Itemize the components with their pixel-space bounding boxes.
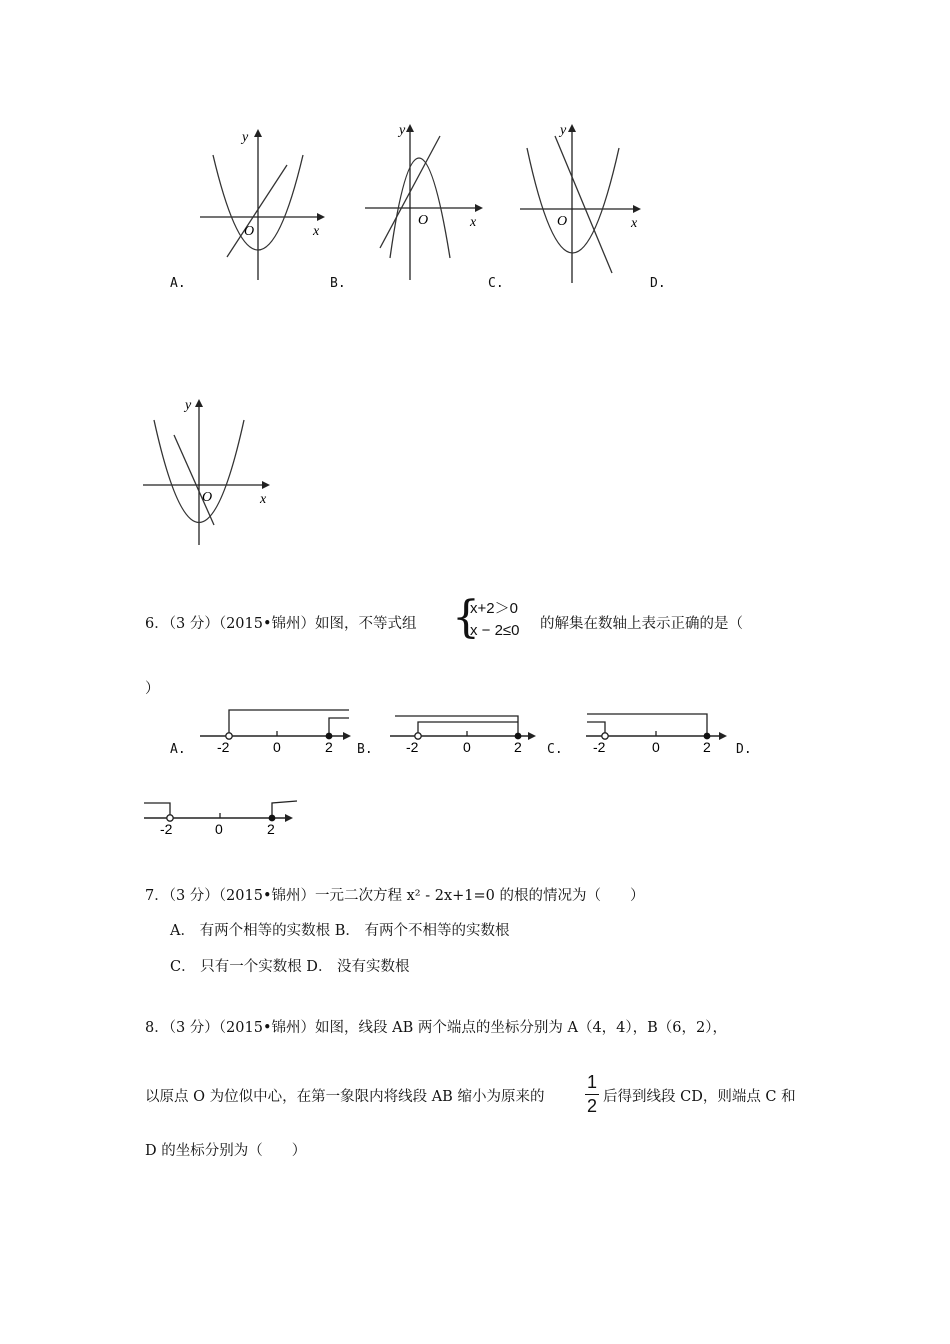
q8-stem-line-1: 8．（3 分）（2015•锦州）如图，线段 AB 两个端点的坐标分别为 A（4，4），B（6，2）， <box>145 1020 727 1036</box>
q8-stem-line-2-post: 后得到线段 CD，则端点 C 和 <box>603 1089 796 1105</box>
x-axis-label: x <box>631 216 638 231</box>
x-axis-label: x <box>470 215 477 230</box>
fraction-one-half <box>585 1072 599 1117</box>
tick-2: 2 <box>325 739 333 755</box>
q7-options-line-1: A． 有两个相等的实数根 B． 有两个不相等的实数根 <box>170 923 510 939</box>
inequality-2: x − 2≤0 <box>470 622 520 639</box>
tick-0: 0 <box>463 739 471 755</box>
fraction-numerator: 1 <box>586 1072 597 1092</box>
graph-a <box>195 125 330 285</box>
origin-label: O <box>557 214 568 229</box>
tick-0: 0 <box>652 739 660 755</box>
question-text: 如图，不等式组 <box>315 616 417 632</box>
y-axis-label: y <box>399 123 406 138</box>
system-brace: { <box>452 592 480 643</box>
option-c-label: C. <box>547 742 563 757</box>
tick-0: 0 <box>273 739 281 755</box>
numberline-a <box>195 706 360 756</box>
question-score: （3 分） <box>168 616 219 632</box>
origin-label: O <box>244 224 255 239</box>
graph-d <box>140 395 280 550</box>
q8-stem-line-3: D 的坐标分别为（ ） <box>145 1143 307 1159</box>
tick-2: 2 <box>267 821 275 837</box>
y-axis-label: y <box>185 398 192 413</box>
numberline-d <box>142 795 302 840</box>
tick-neg2: -2 <box>406 739 419 755</box>
tick-neg2: -2 <box>160 821 173 837</box>
q7-stem: 7．（3 分）（2015•锦州）一元二次方程 x² - 2x+1=0 的根的情况为（ ） <box>145 888 645 904</box>
graph-c <box>515 118 650 288</box>
q7-options-line-2: C． 只有一个实数根 D． 没有实数根 <box>170 959 410 975</box>
tick-2: 2 <box>514 739 522 755</box>
option-b-label: B. <box>330 276 346 291</box>
q6-stem-suffix: 的解集在数轴上表示正确的是（ <box>540 616 743 632</box>
option-c-label: C. <box>488 276 504 291</box>
graph-b <box>360 118 490 288</box>
option-b-label: B. <box>357 742 373 757</box>
inequality-1: x+2＞0 <box>470 600 518 617</box>
numberline-b <box>385 706 545 756</box>
option-a-label: A. <box>170 276 186 291</box>
q6-stem-prefix <box>145 612 417 633</box>
x-axis-label: x <box>313 224 320 239</box>
origin-label: O <box>418 213 429 228</box>
tick-2: 2 <box>703 739 711 755</box>
origin-label: O <box>202 490 213 505</box>
tick-neg2: -2 <box>593 739 606 755</box>
fraction-denominator: 2 <box>586 1096 597 1116</box>
option-d-label: D. <box>736 742 752 757</box>
tick-neg2: -2 <box>217 739 230 755</box>
option-a-label: A. <box>170 742 186 757</box>
y-axis-label: y <box>242 130 249 145</box>
q8-stem-line-2-pre: 以原点 O 为位似中心，在第一象限内将线段 AB 缩小为原来的 <box>145 1089 545 1105</box>
q6-close-paren: ） <box>145 681 160 697</box>
x-axis-label: x <box>260 492 267 507</box>
question-source: （2015•锦州） <box>218 616 316 632</box>
y-axis-label: y <box>560 123 567 138</box>
option-d-label: D. <box>650 276 666 291</box>
question-number: 6． <box>145 616 169 632</box>
numberline-c <box>583 706 733 756</box>
tick-0: 0 <box>215 821 223 837</box>
